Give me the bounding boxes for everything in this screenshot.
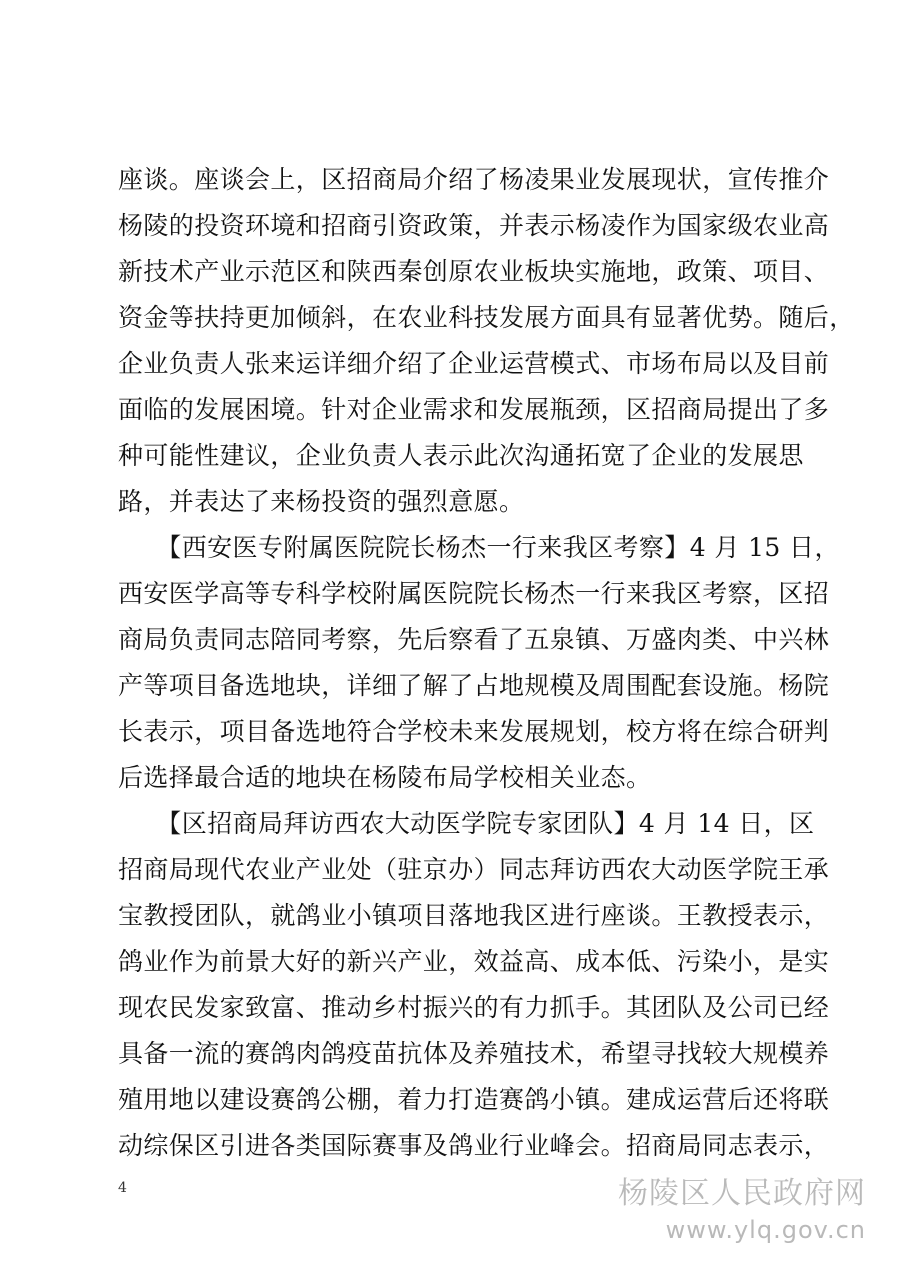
text-line: 【区招商局拜访西农大动医学院专家团队】4 月 14 日，区 xyxy=(118,809,815,838)
text-line: 长表示，项目备选地符合学校未来发展规划，校方将在综合研判 xyxy=(118,717,830,746)
text-line: 【西安医专附属医院院长杨杰一行来我区考察】4 月 15 日， xyxy=(118,533,840,562)
text-line: 宝教授团队，就鸽业小镇项目落地我区进行座谈。王教授表示， xyxy=(118,901,830,930)
text-line: 商局负责同志陪同考察，先后察看了五泉镇、万盛肉类、中兴林 xyxy=(118,625,830,654)
text-line: 鸽业作为前景大好的新兴产业，效益高、成本低、污染小，是实 xyxy=(118,947,830,976)
text-line: 资金等扶持更加倾斜，在农业科技发展方面具有显著优势。随后， xyxy=(118,303,855,332)
page-number: 4 xyxy=(118,1180,127,1196)
text-line: 产等项目备选地块，详细了解了占地规模及周围配套设施。杨院 xyxy=(118,671,830,700)
text-line: 动综保区引进各类国际赛事及鸽业行业峰会。招商局同志表示， xyxy=(118,1131,830,1160)
watermark-url: www.ylq.gov.cn xyxy=(665,1216,866,1244)
text-line: 新技术产业示范区和陕西秦创原农业板块实施地，政策、项目、 xyxy=(118,257,830,286)
text-line: 杨陵的投资环境和招商引资政策，并表示杨凌作为国家级农业高 xyxy=(118,211,830,240)
text-line: 种可能性建议，企业负责人表示此次沟通拓宽了企业的发展思 xyxy=(118,441,804,470)
text-line: 具备一流的赛鸽肉鸽疫苗抗体及养殖技术，希望寻找较大规模养 xyxy=(118,1039,830,1068)
body-text xyxy=(118,157,855,1169)
text-line: 座谈。座谈会上，区招商局介绍了杨凌果业发展现状，宣传推介 xyxy=(118,165,830,194)
text-line: 招商局现代农业产业处（驻京办）同志拜访西农大动医学院王承 xyxy=(118,855,830,884)
text-line: 西安医学高等专科学校附属医院院长杨杰一行来我区考察，区招 xyxy=(118,579,830,608)
text-line: 路，并表达了来杨投资的强烈意愿。 xyxy=(118,487,525,516)
text-line: 现农民发家致富、推动乡村振兴的有力抓手。其团队及公司已经 xyxy=(118,993,830,1022)
text-line: 殖用地以建设赛鸽公棚，着力打造赛鸽小镇。建成运营后还将联 xyxy=(118,1085,830,1114)
watermark xyxy=(618,1174,866,1246)
text-line: 后选择最合适的地块在杨陵布局学校相关业态。 xyxy=(118,763,652,792)
watermark-site-name: 杨陵区人民政府网 xyxy=(618,1176,866,1211)
text-line: 面临的发展困境。针对企业需求和发展瓶颈，区招商局提出了多 xyxy=(118,395,830,424)
text-line: 企业负责人张来运详细介绍了企业运营模式、市场布局以及目前 xyxy=(118,349,830,378)
